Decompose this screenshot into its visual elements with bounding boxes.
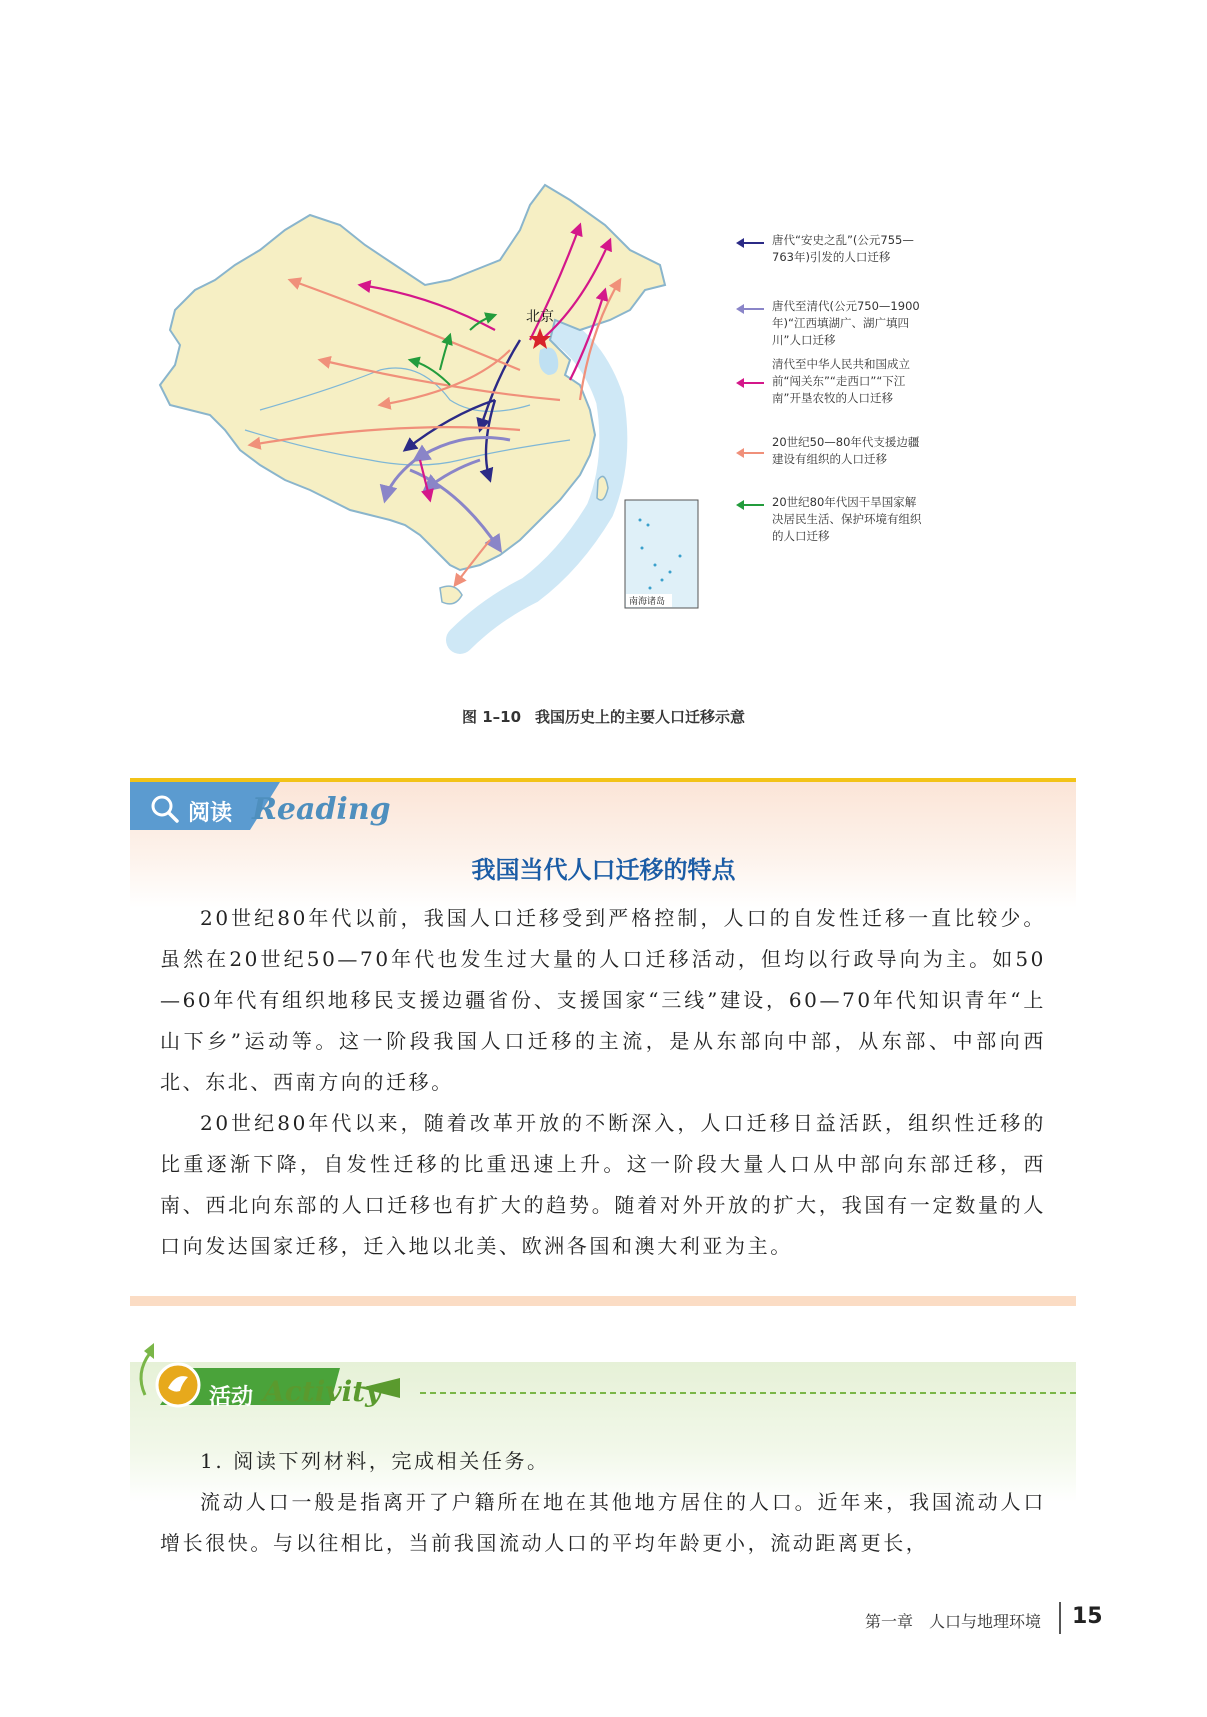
legend-text: 清代至中华人民共和国成立前“闯关东”“走西口”“下江南”开垦农牧的人口迁移 — [772, 357, 910, 405]
reading-label: 阅读 — [188, 801, 233, 826]
activity-label-en: Activity — [263, 1375, 382, 1408]
legend-text: 20世纪50—80年代支援边疆建设有组织的人口迁移 — [772, 435, 920, 466]
magnifier-icon — [150, 794, 180, 824]
hainan-island — [440, 586, 462, 604]
reading-title: 我国当代人口迁移的特点 — [471, 856, 736, 884]
reading-paragraph: 20世纪80年代以来，随着改革开放的不断深入，人口迁移日益活跃，组织性迁移的比重逐渐下降，自发性迁移的比重迅速上升。这一阶段大量人口从中部向东部迁移，西南、西北向东部的人口迁移也有扩大的趋势。随着对外开放的扩大，我国有一定数量的人口向发达国家迁移，迁入地以北美、欧洲各国和澳大利亚为主。 — [160, 1111, 1046, 1258]
reading-bottom-border — [130, 1296, 1076, 1306]
arrow-left-icon — [736, 448, 764, 458]
reading-label-en: Reading — [252, 792, 391, 827]
activity-label: 活动 — [209, 1385, 254, 1410]
activity-task: 1. 阅读下列材料，完成相关任务。 — [200, 1449, 550, 1473]
south-china-sea-inset — [625, 500, 698, 608]
activity-paragraph: 流动人口一般是指离开了户籍所在地在其他地方居住的人口。近年来，我国流动人口增长很快。与以往相比，当前我国流动人口的平均年龄更小，流动距离更长， — [160, 1490, 1046, 1555]
arrow-left-icon — [736, 238, 764, 248]
page-number: 15 — [1072, 1604, 1103, 1629]
population-migration-map — [150, 170, 790, 690]
beijing-label: 北京 — [526, 309, 554, 325]
figure-caption — [0, 706, 1207, 727]
footer-chapter: 第一章 人口与地理环境 — [865, 1612, 1042, 1631]
activity-dashed-line — [420, 1392, 1076, 1394]
legend-text: 唐代“安史之乱”(公元755—763年)引发的人口迁移 — [772, 233, 914, 264]
inset-label: 南海诸岛 — [629, 597, 666, 607]
figure-title: 我国历史上的主要人口迁移示意 — [535, 708, 746, 726]
arrow-left-icon — [736, 500, 764, 510]
figure-number: 图 1–10 — [461, 708, 522, 726]
legend-text: 唐代至清代(公元750—1900年)“江西填湖广、湖广填四川”人口迁移 — [772, 299, 920, 347]
legend-text: 20世纪80年代因干旱国家解决居民生活、保护环境有组织的人口迁移 — [772, 495, 922, 543]
arrow-left-icon — [736, 304, 764, 314]
reading-paragraph: 20世纪80年代以前，我国人口迁移受到严格控制，人口的自发性迁移一直比较少。虽然在20世纪50—70年代也发生过大量的人口迁移活动，但均以行政导向为主。如50—60年代有组织地移民支援边疆省份、支援国家“三线”建设，60—70年代知识青年“上山下乡”运动等。这一阶段我国人口迁移的主流，是从东部向中部，从东部、中部向西北、东北、西南方向的迁移。 — [160, 906, 1046, 1094]
arrow-left-icon — [736, 378, 764, 388]
footer-separator — [1059, 1602, 1061, 1634]
